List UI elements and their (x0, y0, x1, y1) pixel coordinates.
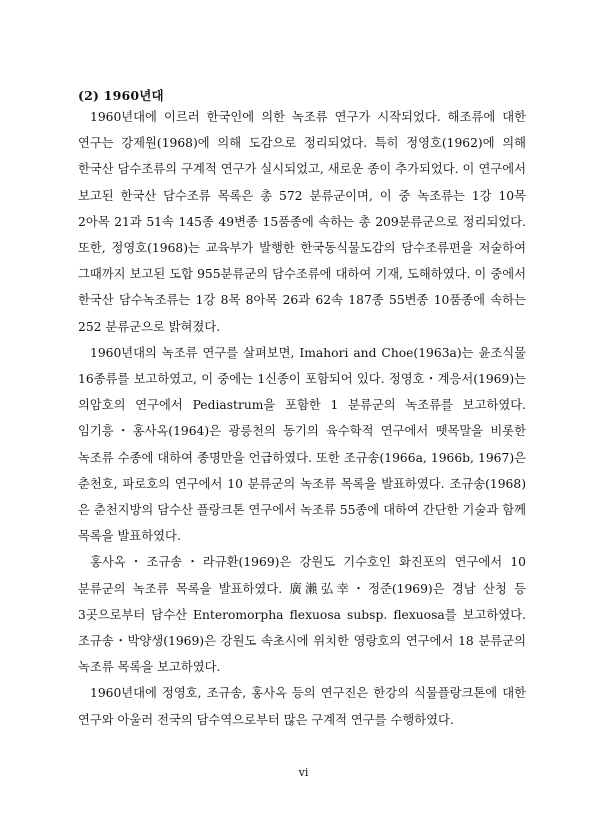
section-heading: (2) 1960년대 (78, 88, 164, 103)
body-text (78, 104, 526, 733)
paragraph-1: 1960년대에 이르러 한국인에 의한 녹조류 연구가 시작되었다. 해조류에 대한 연구는 강제원(1968)에 의해 도감으로 정리되었다. 특히 정영호(1962)에 의해 한국산 담수조류의 구계적 연구가 실시되었고, 새로운 종이 추가되었다. 이 연구에서 보고된 한국산 담수조류 목록은 총 572 분류군이며, 이 중 녹조류는 1강 10목 2아목 21과 51속 145종 49변종 15품종에 속하는 총 209분류군으로 정리되었다. 또한, 정영호(1968)는 교육부가 발행한 한국동식물도감의 담수조류편을 저술하여 그때까지 보고된 도합 955분류군의 담수조류에 대하여 기재, 도해하였다. 이 중에서 한국산 담수녹조류는 1강 8목 8아목 26과 62속 187종 55변종 10품종에 속하는 252 분류군으로 밝혀졌다. (78, 110, 526, 334)
page-number: vi (298, 766, 309, 779)
paragraph-2: 1960년대의 녹조류 연구를 살펴보면, Imahori and Choe(1963a)는 윤조식물 16종류를 보고하였고, 이 중에는 1신종이 포함되어 있다. 정영호・계응서(1969)는 의암호의 연구에서 Pediastrum을 포함한 1 분류군의 녹조류를 보고하였다. 임기흥・홍사옥(1964)은 광릉천의 동기의 육수학적 연구에서 뗏목말을 비롯한 녹조류 수종에 대하여 종명만을 언급하였다. 또한 조규송(1966a, 1966b, 1967)은 춘천호, 파로호의 연구에서 10 분류군의 녹조류 목록을 발표하였다. 조규송(1968)은 춘천지방의 담수산 플랑크톤 연구에서 녹조류 55종에 대하여 간단한 기술과 함께 목록을 발표하였다. (78, 345, 526, 544)
paragraph-3: 홍사옥・조규송・라규환(1969)은 강원도 기수호인 화진포의 연구에서 10 분류군의 녹조류 목록을 발표하였다. 廣瀨弘幸・정준(1969)은 경남 산청 등 3곳으로부터 담수산 Enteromorpha flexuosa subsp. flexuosa를 보고하였다. 조규송・박양생(1969)은 강원도 속초시에 위치한 영랑호의 연구에서 18 분류군의 녹조류 목록을 보고하였다. (78, 555, 526, 675)
paragraph-4: 1960년대에 정영호, 조규송, 홍사옥 등의 연구진은 한강의 식물플랑크톤에 대한 연구와 아울러 전국의 담수역으로부터 많은 구계적 연구를 수행하였다. (78, 686, 526, 727)
